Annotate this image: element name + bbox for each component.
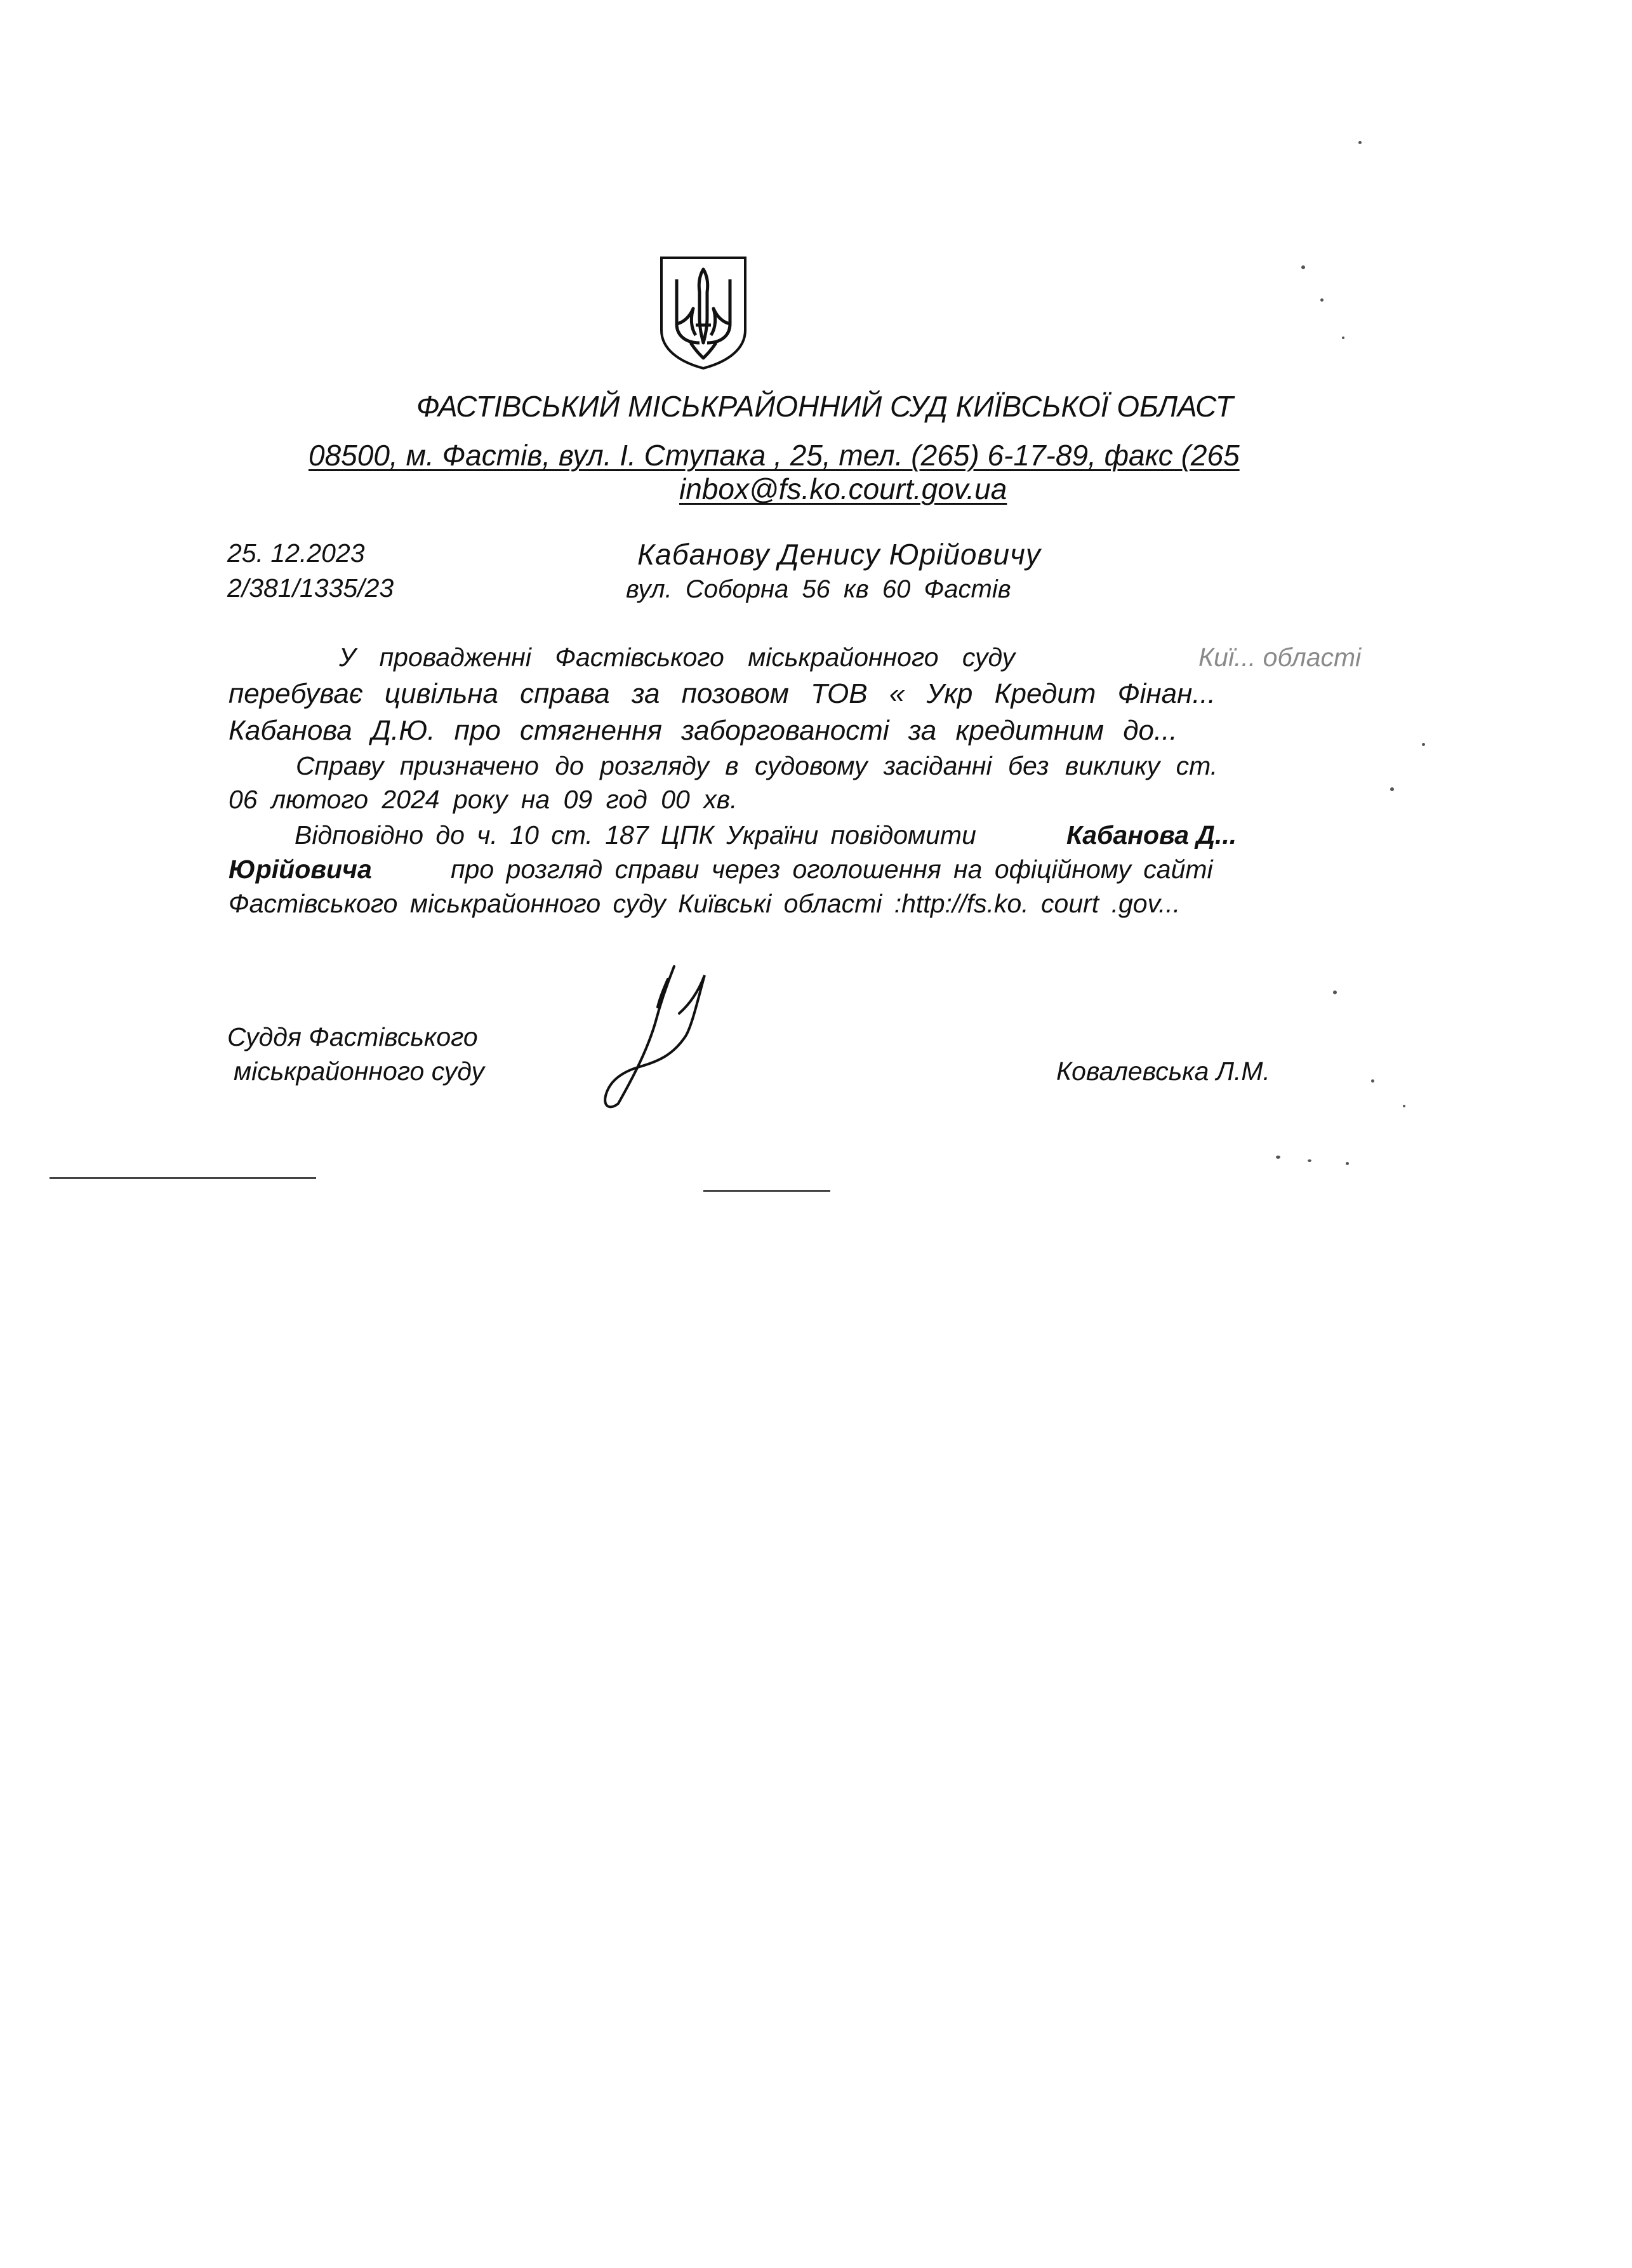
judge-name: Ковалевська Л.М.	[1056, 1057, 1270, 1086]
recipient-name: Кабанову Денису Юрійовичу	[637, 538, 1041, 571]
case-number: 2/381/1335/23	[227, 573, 394, 603]
scan-artifact-line	[703, 1190, 830, 1192]
scan-speck	[1403, 1105, 1405, 1107]
body-text: Кабанова Д.Ю. про стягнення заборгованості за кредитним до...	[229, 715, 1178, 746]
body-text: Справу призначено до розгляду в судовому засіданні без виклику ст.	[296, 751, 1218, 780]
body-text-faded: Киї... області	[1198, 643, 1362, 672]
body-text: Фастівського міськрайонного суду Київські області :http://fs.ko. court .gov...	[229, 889, 1181, 918]
hearing-date: 06 лютого 2024 року на 09 год 00 хв.	[229, 785, 738, 814]
defendant-patronymic: Юрійовича	[229, 855, 372, 884]
scan-artifact-line	[50, 1177, 316, 1179]
court-name: ФАСТІВСЬКИЙ МІСЬКРАЙОННИЙ СУД КИЇВСЬКОЇ ОБЛАСТ	[416, 390, 1233, 423]
scan-speck	[1333, 991, 1337, 994]
body-text: про розгляд справи через оголошення на офіційному сайті	[451, 855, 1213, 884]
body-text: Відповідно до ч. 10 ст. 187 ЦПК України повідомити	[295, 820, 976, 850]
scan-speck	[1390, 787, 1394, 791]
scan-speck	[1346, 1162, 1349, 1165]
court-address: 08500, м. Фастів, вул. І. Ступака , 25, тел. (265) 6-17-89, факс (265	[308, 439, 1240, 472]
body-text: У провадженні Фастівського міськрайонного суду	[339, 643, 1016, 672]
document-date: 25. 12.2023	[227, 538, 365, 568]
scan-speck	[1358, 141, 1362, 144]
scan-speck	[1422, 743, 1425, 746]
coat-of-arms-icon	[658, 254, 749, 371]
court-email: inbox@fs.ko.court.gov.ua	[679, 472, 1007, 505]
signature-mark	[597, 960, 711, 1112]
scan-speck	[1276, 1156, 1280, 1159]
scan-speck	[1371, 1079, 1374, 1083]
body-text: перебуває цивільна справа за позовом ТОВ « Укр Кредит Фінан...	[229, 678, 1216, 709]
scan-speck	[1301, 265, 1305, 269]
judge-title: Суддя Фастівського	[227, 1022, 478, 1051]
scan-speck	[1342, 337, 1344, 339]
scan-speck	[1308, 1159, 1311, 1162]
scan-speck	[1320, 298, 1324, 302]
judge-title: міськрайонного суду	[234, 1057, 484, 1086]
defendant-name: Кабанова Д...	[1066, 820, 1237, 850]
recipient-address: вул. Соборна 56 кв 60 Фастів	[626, 575, 1011, 603]
